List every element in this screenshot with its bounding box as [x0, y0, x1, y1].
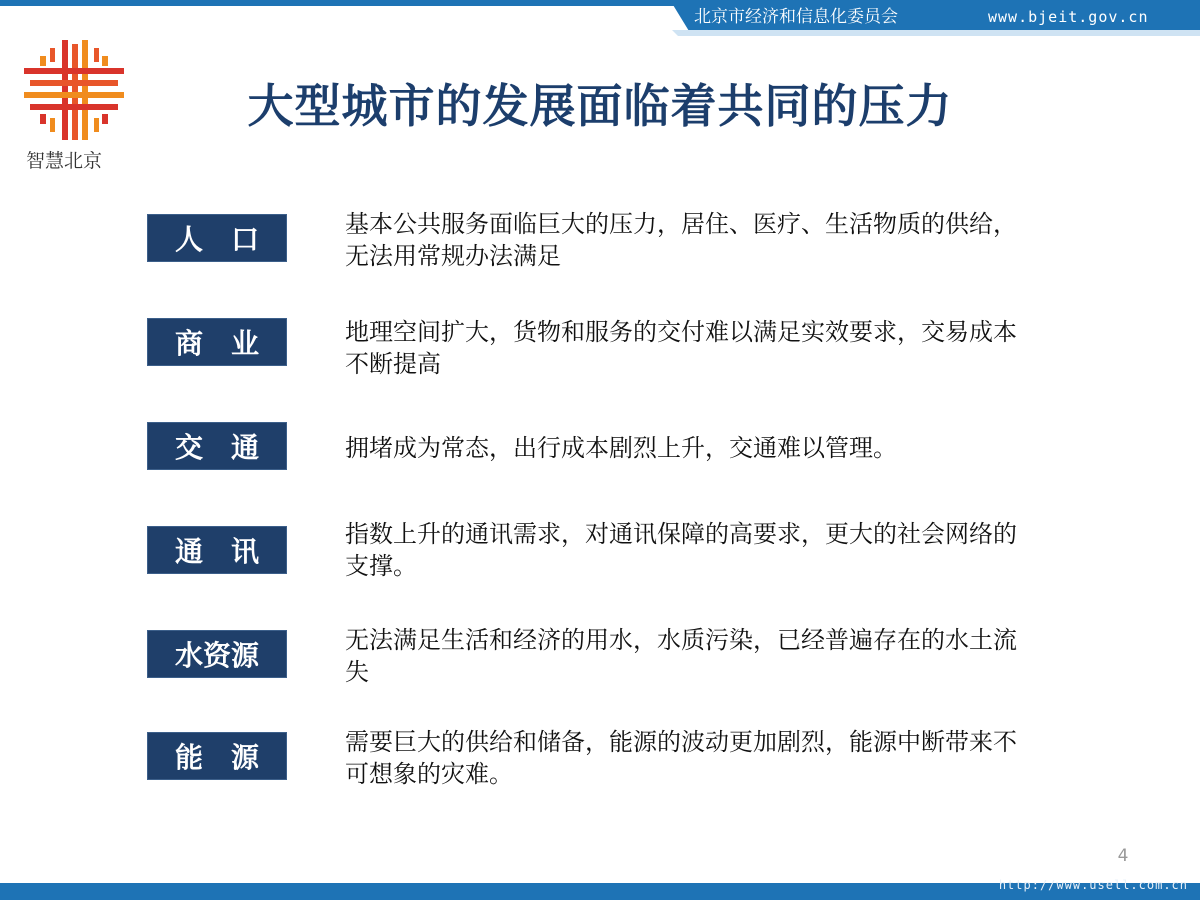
row-description: 指数上升的通讯需求，对通讯保障的高要求，更大的社会网络的支撑。 [345, 520, 1017, 580]
row-label: 通 讯 [147, 526, 287, 574]
row-description: 需要巨大的供给和储备，能源的波动更加剧烈，能源中断带来不可想象的灾难。 [345, 728, 1017, 788]
page-title: 大型城市的发展面临着共同的压力 [247, 79, 953, 133]
row-description: 基本公共服务面临巨大的压力，居住、医疗、生活物质的供给，无法用常规办法满足 [345, 210, 1017, 270]
org-name: 北京市经济和信息化委员会 [694, 7, 898, 27]
row-description: 地理空间扩大，货物和服务的交付难以满足实效要求，交易成本不断提高 [345, 318, 1017, 378]
row-label: 能 源 [147, 732, 287, 780]
site-url: www.bjeit.gov.cn [988, 8, 1149, 26]
smart-beijing-logo-icon [22, 38, 126, 142]
row-label: 水资源 [147, 630, 287, 678]
row-description: 拥堵成为常态，出行成本剧烈上升，交通难以管理。 [345, 434, 897, 462]
header-tab-accent [672, 30, 1200, 36]
page-number: 4 [1117, 846, 1129, 866]
header-band [0, 0, 1200, 36]
row-description: 无法满足生活和经济的用水，水质污染，已经普遍存在的水土流失 [345, 626, 1017, 686]
row-label: 人 口 [147, 214, 287, 262]
footer-url: http://www.usell.com.cn [998, 878, 1188, 892]
row-label: 交 通 [147, 422, 287, 470]
row-label: 商 业 [147, 318, 287, 366]
logo-text: 智慧北京 [26, 150, 103, 172]
